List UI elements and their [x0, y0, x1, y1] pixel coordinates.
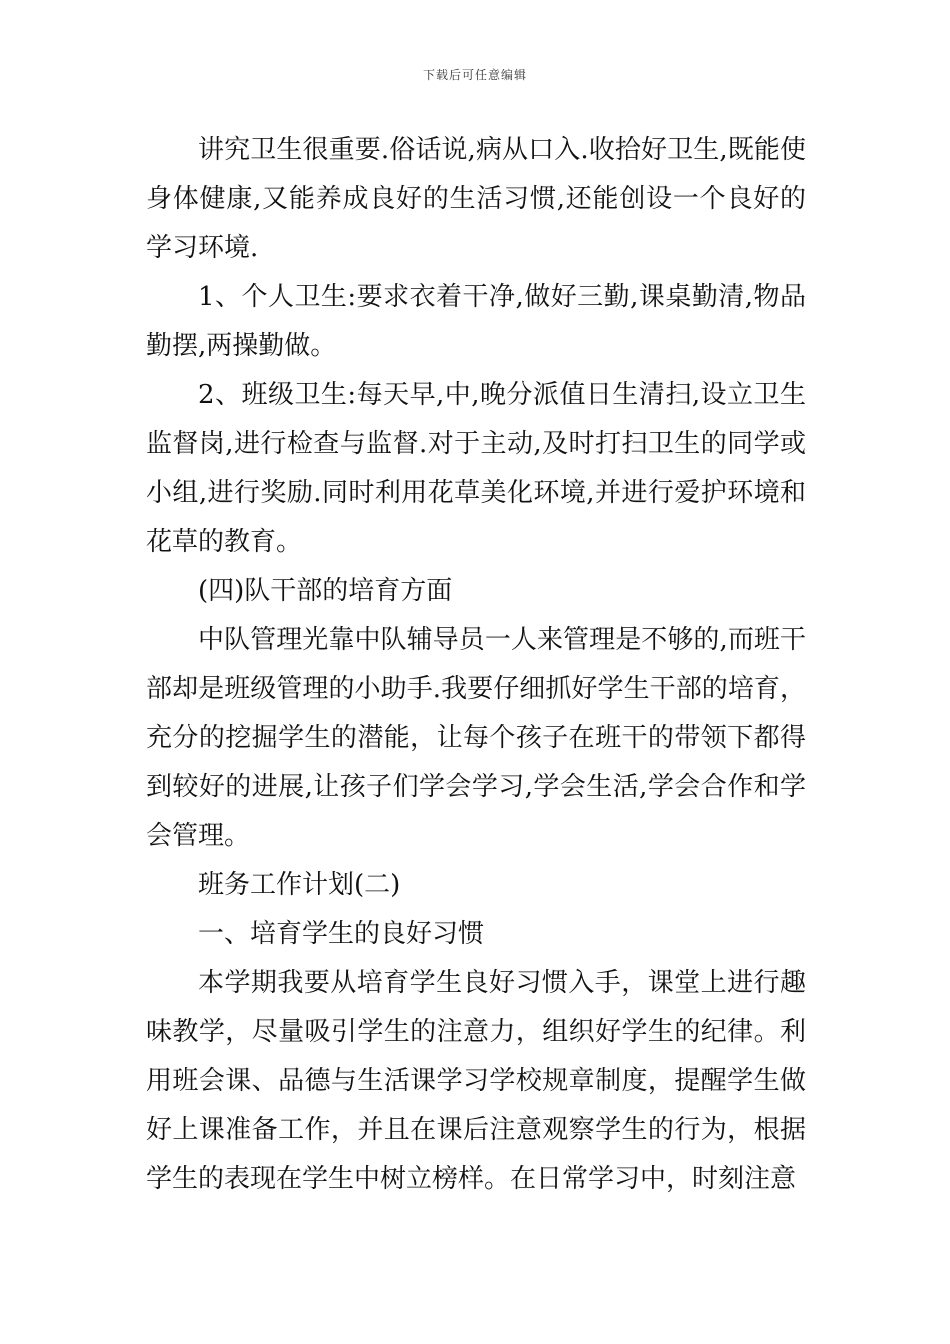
page-header-note: 下载后可任意编辑	[422, 68, 527, 82]
paragraph-personal-hygiene: 1、个人卫生:要求衣着干净,做好三勤,课桌勤清,物品勤摆,两操勤做。	[146, 282, 806, 361]
paragraph-cadre-training: 中队管理光靠中队辅导员一人来管理是不够的,而班干部却是班级管理的小助手.我要仔细抓好学生干部的培育，充分的挖掘学生的潜能，让每个孩子在班干的带领下都得到较好的进展,让孩子们学会学习,学会生活,学会合作和学会管理。	[146, 625, 806, 851]
section-heading-good-habits: 一、培育学生的良好习惯	[198, 919, 485, 949]
section-heading-cadre-training: (四)队干部的培育方面	[198, 576, 453, 606]
section-heading-work-plan-2: 班务工作计划(二)	[198, 870, 401, 900]
paragraph-good-habits: 本学期我要从培育学生良好习惯入手，课堂上进行趣味教学，尽量吸引学生的注意力，组织好学生的纪律。利用班会课、品德与生活课学习学校规章制度，提醒学生做好上课准备工作，并且在课后注意观察学生的行为，根据学生的表现在学生中树立榜样。在日常学习中，时刻注意	[146, 968, 806, 1194]
document-body	[146, 126, 806, 1204]
paragraph-hygiene-intro: 讲究卫生很重要.俗话说,病从口入.收拾好卫生,既能使身体健康,又能养成良好的生活习惯,还能创设一个良好的学习环境.	[146, 135, 806, 263]
paragraph-class-hygiene: 2、班级卫生:每天早,中,晚分派值日生清扫,设立卫生监督岗,进行检查与监督.对于主动,及时打扫卫生的同学或小组,进行奖励.同时利用花草美化环境,并进行爱护环境和花草的教育。	[146, 380, 806, 557]
